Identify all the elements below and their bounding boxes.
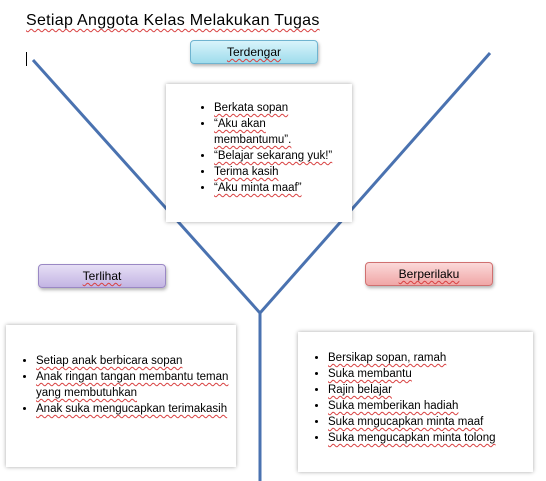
list-item: • Terima kasih — [214, 164, 342, 180]
terdengar-box — [166, 84, 352, 222]
list-item: • Setiap anak berbicara sopan — [36, 353, 230, 369]
page-title: Setiap Anggota Kelas Melakukan Tugas — [26, 12, 320, 29]
terlihat-box — [6, 325, 236, 467]
list-item: • Suka memberikan hadiah — [328, 398, 527, 414]
list-item: • Suka mengucapkan minta tolong — [328, 430, 527, 446]
berperilaku-box — [298, 332, 533, 472]
list-item: • Rajin belajar — [328, 382, 527, 398]
list-item: • Berkata sopan — [214, 100, 342, 116]
list-item: • “Aku minta maaf” — [214, 180, 342, 196]
list-item: • Bersikap sopan, ramah — [328, 350, 527, 366]
berperilaku-label: Berperilaku — [365, 262, 493, 286]
list-item: • “Belajar sekarang yuk!” — [214, 148, 342, 164]
list-item: • Anak suka mengucapkan terimakasih — [36, 401, 230, 417]
terlihat-label: Terlihat — [38, 264, 166, 288]
list-item: • Suka mngucapkan minta maaf — [328, 414, 527, 430]
list-item: • Anak ringan tangan membantu teman yang membutuhkan — [36, 369, 230, 401]
list-item: • “Aku akan membantumu”. — [214, 116, 342, 148]
list-item: • Suka membantu — [328, 366, 527, 382]
terdengar-label: Terdengar — [190, 40, 318, 64]
